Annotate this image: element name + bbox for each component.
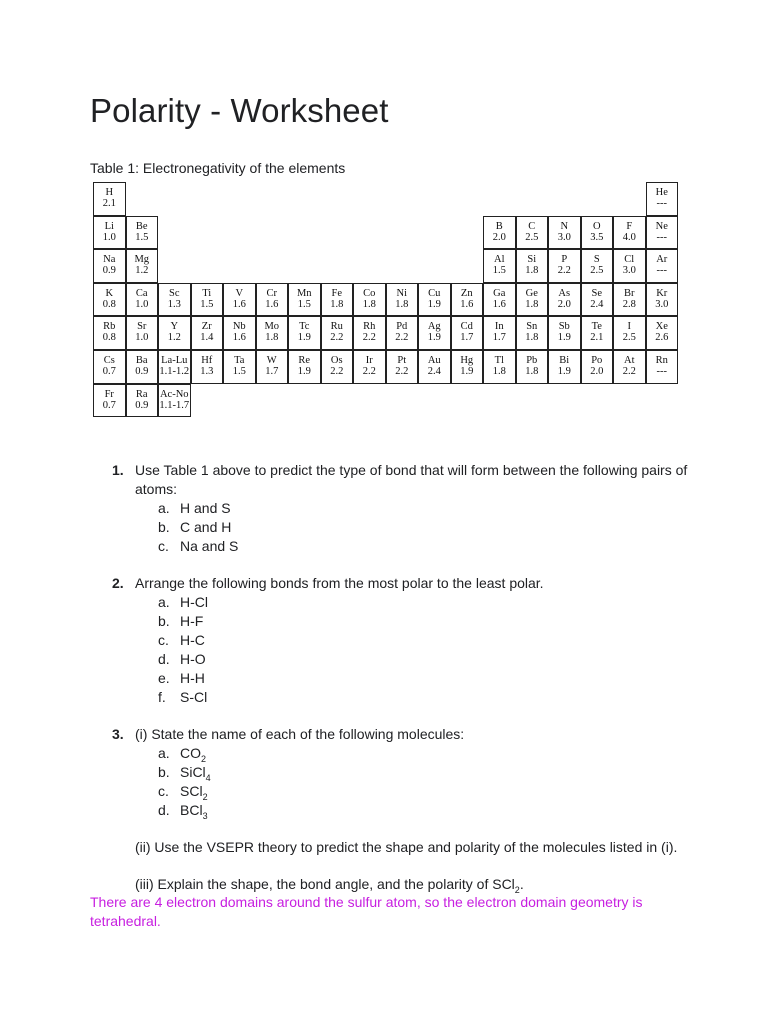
element-cell [483, 350, 516, 384]
electronegativity-value: 2.1 [590, 332, 604, 344]
electronegativity-value: --- [656, 231, 667, 243]
element-symbol: P [561, 254, 568, 266]
element-cell [126, 384, 159, 418]
element-symbol: Na [103, 254, 116, 266]
element-cell [646, 216, 679, 250]
electronegativity-value: 1.0 [135, 298, 149, 310]
element-cell [516, 316, 549, 350]
electronegativity-value: --- [656, 198, 667, 209]
item-text: Na and S [180, 538, 239, 554]
element-cell [288, 283, 321, 317]
item-label: b. [158, 519, 170, 535]
electronegativity-value: 2.2 [330, 366, 344, 377]
element-symbol: Ga [493, 287, 506, 299]
element-cell [223, 316, 256, 350]
element-symbol: Sr [137, 321, 147, 333]
formula-base: BCl [180, 802, 203, 818]
electronegativity-table [93, 182, 678, 417]
part-iii-text: (iii) Explain the shape, the bond angle, and the polarity of SCl [135, 876, 515, 892]
element-symbol: Ac-No [159, 388, 189, 400]
electronegativity-value: 0.8 [102, 298, 116, 310]
element-symbol: Po [591, 355, 603, 366]
electronegativity-value: 2.4 [427, 366, 441, 377]
electronegativity-value: 1.8 [265, 332, 279, 344]
element-cell [451, 316, 484, 350]
item-text: S-Cl [180, 689, 208, 705]
element-symbol: Ta [234, 355, 245, 366]
element-cell [483, 249, 516, 283]
item-text: C and H [180, 519, 232, 535]
element-symbol: Ne [655, 220, 668, 232]
question-1 [112, 461, 712, 556]
electronegativity-value: 1.8 [525, 265, 539, 277]
electronegativity-value: 2.0 [492, 231, 506, 243]
electronegativity-value: 1.5 [297, 298, 311, 310]
element-cell [386, 316, 419, 350]
list-item [135, 499, 712, 518]
formula-base: SiCl [180, 764, 206, 780]
element-cell [646, 182, 679, 216]
electronegativity-value: 1.8 [330, 298, 344, 310]
element-symbol: H [105, 187, 114, 198]
element-symbol: As [558, 287, 571, 299]
electronegativity-value: 1.7 [265, 366, 279, 377]
element-symbol: O [592, 220, 601, 232]
element-cell [581, 249, 614, 283]
question-text: Use Table 1 above to predict the type of bond that will form between the following pairs of atoms: [135, 462, 688, 497]
element-symbol: Sn [526, 321, 538, 333]
list-item [135, 612, 712, 631]
element-cell [126, 316, 159, 350]
item-label: a. [158, 745, 170, 761]
element-symbol: Si [527, 254, 537, 266]
electronegativity-value: 2.6 [655, 332, 669, 344]
element-cell [613, 350, 646, 384]
element-symbol: Ag [427, 321, 441, 333]
element-symbol: Sb [558, 321, 570, 333]
item-label: b. [158, 764, 170, 780]
electronegativity-value: 1.9 [557, 366, 571, 377]
element-cell [93, 384, 126, 418]
electronegativity-value: 3.0 [622, 265, 636, 277]
element-symbol: Pt [397, 355, 407, 366]
item-text: H-O [180, 651, 206, 667]
element-cell [646, 316, 679, 350]
electronegativity-value: 2.8 [622, 298, 636, 310]
element-cell [613, 283, 646, 317]
formula-subscript: 2 [202, 791, 208, 802]
page-title: Polarity - Worksheet [90, 92, 389, 129]
electronegativity-value: 2.1 [102, 198, 116, 209]
element-symbol: Ir [365, 355, 373, 366]
element-cell [93, 283, 126, 317]
molecule-list [135, 744, 712, 820]
formula-subscript: 2 [201, 753, 207, 764]
element-symbol: Se [591, 287, 602, 299]
electronegativity-value: 2.2 [362, 366, 376, 377]
electronegativity-value: 1.9 [297, 332, 311, 344]
list-item [135, 537, 712, 556]
element-symbol: Co [363, 287, 376, 299]
element-symbol: Tc [299, 321, 310, 333]
element-symbol: B [495, 220, 503, 232]
question-3-part-iii [135, 875, 712, 894]
list-item [135, 593, 712, 612]
element-symbol: Ca [135, 287, 148, 299]
question-number: 2. [112, 575, 124, 591]
item-label: e. [158, 670, 170, 686]
item-text: H-C [180, 632, 205, 648]
item-label: b. [158, 613, 170, 629]
element-cell [93, 182, 126, 216]
question-3-part-ii: (ii) Use the VSEPR theory to predict the shape and polarity of the molecules listed in (i). [135, 839, 678, 855]
electronegativity-value: 1.9 [557, 332, 571, 344]
element-cell [516, 283, 549, 317]
element-cell [646, 283, 679, 317]
element-cell [548, 316, 581, 350]
element-cell [418, 283, 451, 317]
element-symbol: C [528, 220, 536, 232]
list-item [135, 801, 712, 820]
electronegativity-value: 1.3 [167, 298, 181, 310]
formula-subscript: 2 [514, 884, 520, 895]
element-symbol: Cl [624, 254, 635, 266]
element-symbol: Fe [331, 287, 342, 299]
item-text: H-F [180, 613, 204, 629]
element-cell [483, 216, 516, 250]
element-cell [483, 316, 516, 350]
element-cell [418, 350, 451, 384]
question-2 [112, 574, 712, 707]
element-cell [191, 350, 224, 384]
element-cell [516, 216, 549, 250]
element-cell [581, 283, 614, 317]
list-item [135, 650, 712, 669]
answer-options [135, 499, 712, 556]
electronegativity-value: 0.9 [135, 366, 149, 377]
electronegativity-value: 2.2 [362, 332, 376, 344]
element-symbol: Xe [655, 321, 668, 333]
electronegativity-value: 1.6 [265, 298, 279, 310]
element-symbol: Ni [396, 287, 407, 299]
element-symbol: Be [135, 220, 148, 232]
element-cell [646, 249, 679, 283]
item-label: c. [158, 632, 169, 648]
element-symbol: Mn [296, 287, 312, 299]
electronegativity-value: 1.6 [232, 332, 246, 344]
electronegativity-value: 1.3 [200, 366, 214, 377]
element-cell [548, 350, 581, 384]
question-text: Arrange the following bonds from the most polar to the least polar. [135, 575, 544, 591]
element-cell [126, 283, 159, 317]
electronegativity-value: 1.6 [232, 298, 246, 310]
formula-base: CO [180, 745, 201, 761]
element-symbol: Sc [169, 287, 180, 299]
element-symbol: Ge [525, 287, 538, 299]
element-cell [223, 283, 256, 317]
element-symbol: Zr [201, 321, 212, 333]
element-cell [191, 283, 224, 317]
element-cell [321, 283, 354, 317]
electronegativity-value: 1.9 [427, 298, 441, 310]
list-item [135, 763, 712, 782]
element-symbol: Pb [526, 355, 538, 366]
element-symbol: Cs [103, 355, 115, 366]
electronegativity-value: 1.8 [525, 298, 539, 310]
element-cell [93, 216, 126, 250]
electronegativity-value: 1.9 [427, 332, 441, 344]
electronegativity-value: 0.7 [102, 399, 116, 411]
electronegativity-value: 1.8 [362, 298, 376, 310]
electronegativity-value: 2.0 [590, 366, 604, 377]
element-cell [93, 350, 126, 384]
element-symbol: Tl [494, 355, 504, 366]
element-cell [93, 249, 126, 283]
element-symbol: Bi [559, 355, 570, 366]
element-symbol: W [266, 355, 277, 366]
element-cell [386, 350, 419, 384]
element-symbol: Kr [656, 287, 668, 299]
element-symbol: At [624, 355, 635, 366]
electronegativity-value: --- [656, 366, 667, 377]
element-cell [646, 350, 679, 384]
element-cell [126, 350, 159, 384]
electronegativity-value: 1.0 [102, 231, 116, 243]
item-label: f. [158, 689, 166, 705]
electronegativity-value: 1.6 [460, 298, 474, 310]
formula-subscript: 4 [205, 772, 211, 783]
element-cell [613, 249, 646, 283]
electronegativity-value: 1.1-1.7 [159, 399, 190, 411]
element-symbol: Li [104, 220, 114, 232]
element-cell [516, 249, 549, 283]
electronegativity-value: 3.0 [557, 231, 571, 243]
electronegativity-value: 1.9 [460, 366, 474, 377]
answer-options [135, 593, 712, 707]
element-symbol: Al [494, 254, 505, 266]
element-cell [321, 316, 354, 350]
table-caption: Table 1: Electronegativity of the elements [90, 160, 346, 176]
element-cell [288, 350, 321, 384]
electronegativity-value: 2.4 [590, 298, 604, 310]
electronegativity-value: 3.5 [590, 231, 604, 243]
element-cell [158, 316, 191, 350]
electronegativity-value: 1.5 [492, 265, 506, 277]
electronegativity-value: 1.7 [492, 332, 506, 344]
element-symbol: S [593, 254, 600, 266]
element-cell [613, 316, 646, 350]
element-symbol: Re [298, 355, 311, 366]
element-cell [613, 216, 646, 250]
formula-base: SCl [180, 783, 203, 799]
formula-subscript: 3 [202, 810, 208, 821]
electronegativity-value: 0.8 [102, 332, 116, 344]
electronegativity-value: 4.0 [622, 231, 636, 243]
list-item [135, 631, 712, 650]
electronegativity-value: 1.5 [200, 298, 214, 310]
electronegativity-value: 2.5 [622, 332, 636, 344]
electronegativity-value: 1.8 [525, 366, 539, 377]
item-label: a. [158, 500, 170, 516]
questions-section [112, 461, 712, 894]
element-symbol: Hf [201, 355, 213, 366]
element-cell [158, 350, 191, 384]
element-cell [158, 384, 191, 418]
electronegativity-value: --- [656, 265, 667, 277]
item-text: H and S [180, 500, 231, 516]
element-cell [353, 350, 386, 384]
part-iii-period: . [519, 876, 524, 892]
list-item [135, 518, 712, 537]
electronegativity-value: 1.8 [395, 298, 409, 310]
electronegativity-value: 1.5 [232, 366, 246, 377]
electronegativity-value: 2.2 [622, 366, 636, 377]
element-symbol: V [235, 287, 244, 299]
element-cell [548, 283, 581, 317]
element-cell [93, 316, 126, 350]
electronegativity-value: 1.8 [492, 366, 506, 377]
element-cell [158, 283, 191, 317]
element-cell [191, 316, 224, 350]
electronegativity-value: 3.0 [655, 298, 669, 310]
element-symbol: Cr [266, 287, 277, 299]
electronegativity-value: 2.2 [395, 366, 409, 377]
electronegativity-value: 2.2 [557, 265, 571, 277]
electronegativity-value: 1.4 [200, 332, 214, 344]
element-symbol: Mo [264, 321, 280, 333]
element-cell [516, 350, 549, 384]
question-text: (i) State the name of each of the following molecules: [135, 726, 465, 742]
electronegativity-value: 1.2 [135, 265, 149, 277]
item-label: c. [158, 538, 169, 554]
element-symbol: N [560, 220, 569, 232]
element-symbol: Rh [363, 321, 376, 333]
element-cell [256, 350, 289, 384]
element-symbol: Pd [396, 321, 408, 333]
element-symbol: Ar [656, 254, 668, 266]
element-symbol: Te [591, 321, 602, 333]
element-cell [353, 316, 386, 350]
list-item [135, 688, 712, 707]
electronegativity-value: 2.5 [590, 265, 604, 277]
element-cell [386, 283, 419, 317]
electronegativity-value: 1.9 [297, 366, 311, 377]
element-cell [126, 249, 159, 283]
element-symbol: Zn [460, 287, 473, 299]
electronegativity-value: 1.6 [492, 298, 506, 310]
element-cell [483, 283, 516, 317]
electronegativity-value: 2.2 [330, 332, 344, 344]
electronegativity-value: 2.5 [525, 231, 539, 243]
list-item [135, 669, 712, 688]
question-3 [112, 725, 712, 894]
element-symbol: Ba [135, 355, 148, 366]
element-cell [256, 283, 289, 317]
electronegativity-value: 0.9 [102, 265, 116, 277]
list-item [135, 782, 712, 801]
list-item [135, 744, 712, 763]
student-answer: There are 4 electron domains around the sulfur atom, so the electron domain geometry is tetrahedral. [90, 894, 643, 929]
element-symbol: Nb [232, 321, 246, 333]
element-cell [451, 283, 484, 317]
element-symbol: La-Lu [161, 355, 188, 366]
element-symbol: Ra [135, 388, 148, 400]
element-symbol: Rn [655, 355, 668, 366]
electronegativity-value: 2.0 [557, 298, 571, 310]
element-cell [223, 350, 256, 384]
electronegativity-value: 1.2 [167, 332, 181, 344]
element-symbol: Au [427, 355, 441, 366]
item-label: c. [158, 783, 169, 799]
element-symbol: Cd [460, 321, 473, 333]
electronegativity-value: 1.1-1.2 [159, 366, 190, 377]
element-symbol: Br [624, 287, 635, 299]
element-symbol: Rb [103, 321, 116, 333]
element-symbol: Os [330, 355, 343, 366]
element-symbol: Mg [134, 254, 150, 266]
element-cell [581, 316, 614, 350]
element-symbol: Cu [428, 287, 441, 299]
element-symbol: Hg [460, 355, 474, 366]
element-symbol: F [626, 220, 633, 232]
electronegativity-value: 0.7 [102, 366, 116, 377]
element-cell [353, 283, 386, 317]
item-label: a. [158, 594, 170, 610]
item-text: H-H [180, 670, 205, 686]
element-cell [288, 316, 321, 350]
element-cell [451, 350, 484, 384]
element-cell [581, 350, 614, 384]
element-cell [581, 216, 614, 250]
electronegativity-value: 2.2 [395, 332, 409, 344]
item-label: d. [158, 802, 170, 818]
element-cell [256, 316, 289, 350]
element-cell [126, 216, 159, 250]
element-cell [321, 350, 354, 384]
item-text: H-Cl [180, 594, 208, 610]
electronegativity-value: 1.7 [460, 332, 474, 344]
element-cell [548, 216, 581, 250]
element-cell [548, 249, 581, 283]
element-cell [418, 316, 451, 350]
electronegativity-value: 1.5 [135, 231, 149, 243]
electronegativity-value: 0.9 [135, 399, 149, 411]
element-symbol: Y [170, 321, 179, 333]
element-symbol: Fr [104, 388, 114, 400]
element-symbol: I [627, 321, 631, 333]
element-symbol: In [494, 321, 504, 333]
element-symbol: He [655, 187, 668, 198]
question-number: 1. [112, 462, 124, 478]
element-symbol: Ti [202, 287, 212, 299]
element-symbol: Ru [330, 321, 343, 333]
element-symbol: K [105, 287, 114, 299]
electronegativity-value: 1.0 [135, 332, 149, 344]
question-number: 3. [112, 726, 124, 742]
electronegativity-value: 1.8 [525, 332, 539, 344]
item-label: d. [158, 651, 170, 667]
